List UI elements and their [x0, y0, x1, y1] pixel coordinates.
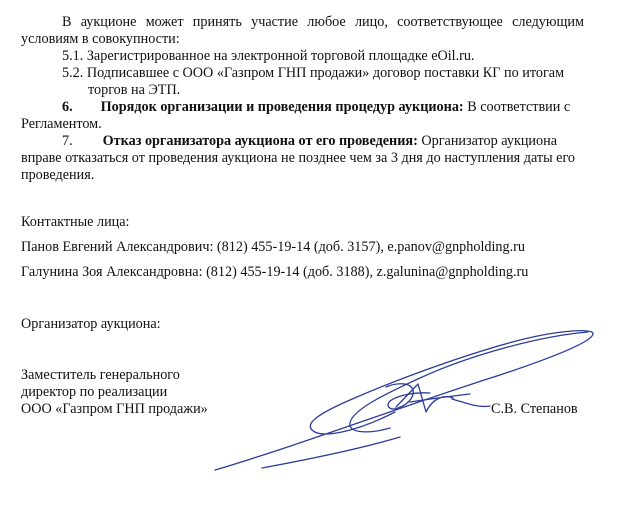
condition-5-1: 5.1. Зарегистрированное на электронной торговой площадке eOil.ru.: [62, 48, 475, 64]
section-7-line-2: вправе отказаться от проведения аукциона не позднее чем за 3 дня до наступления даты его: [21, 150, 576, 166]
condition-5-2-line-1: 5.2. Подписавшее с ООО «Газпром ГНП продажи» договор поставки КГ по итогам: [62, 65, 565, 81]
contact-panov: Панов Евгений Александрович: (812) 455-19-14 (доб. 3157), e.panov@gnpholding.ru: [21, 239, 525, 255]
section-6-text: В соответствии с: [463, 99, 571, 115]
signatory-title-line-2: директор по реализации: [21, 384, 168, 400]
section-6-title: Порядок организации и проведения процедур аукциона:: [100, 99, 464, 115]
section-7-line-1: [62, 133, 557, 150]
signatory-title-line-1: Заместитель генерального: [21, 367, 180, 383]
section-6-number: 6.: [62, 99, 73, 115]
signatory-company: ООО «Газпром ГНП продажи»: [21, 401, 208, 417]
section-6-line-1: [62, 99, 570, 116]
section-7-line-3: проведения.: [21, 167, 95, 183]
section-6-line-2: Регламентом.: [21, 116, 102, 132]
condition-5-2-line-2: торгов на ЭТП.: [88, 82, 181, 98]
section-7-number: 7.: [62, 133, 73, 149]
section-7-text: Организатор аукциона: [417, 133, 558, 149]
contact-galunina: Галунина Зоя Александровна: (812) 455-19-14 (доб. 3188), z.galunina@gnpholding.ru: [21, 264, 529, 280]
signatory-name: С.В. Степанов: [491, 401, 578, 417]
section-7-title: Отказ организатора аукциона от его проведения:: [102, 133, 418, 149]
intro-line-2: условиям в совокупности:: [21, 31, 180, 47]
contacts-heading: Контактные лица:: [21, 214, 130, 230]
organizer-label: Организатор аукциона:: [21, 316, 161, 332]
intro-line-1: В аукционе может принять участие любое лицо, соответствующее следующим: [62, 14, 584, 30]
